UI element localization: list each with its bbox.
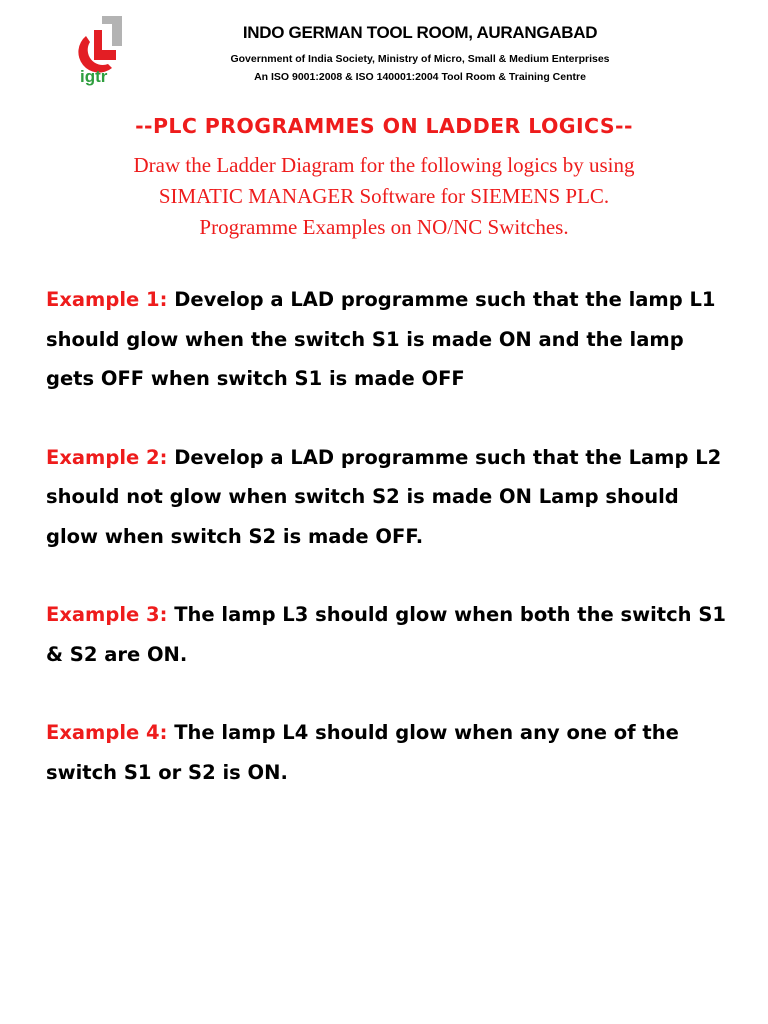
example-1 [46, 280, 736, 399]
instruction-line: SIMATIC MANAGER Software for SIEMENS PLC. [158, 184, 610, 208]
instruction-line: Programme Examples on NO/NC Switches. [199, 215, 569, 239]
logo-text: igtr [80, 67, 108, 86]
example-3 [46, 595, 736, 674]
example-label: Example 2: [46, 445, 168, 469]
example-label: Example 1: [46, 288, 168, 311]
example-label: Example 3: [46, 603, 168, 626]
examples-list [46, 280, 736, 831]
document-title: --PLC PROGRAMMES ON LADDER LOGICS-- [135, 114, 633, 138]
example-text: Develop a LAD programme such that the lamp L1 should glow when the switch S1 is made ON and the lamp gets OFF when switch S1 is made OFF [46, 288, 716, 390]
instructions [0, 150, 768, 243]
organization-subtitle-1: Government of India Society, Ministry of Micro, Small & Medium Enterprises [230, 53, 610, 65]
example-text: The lamp L3 should glow when both the switch S1 & S2 are ON. [46, 603, 726, 666]
example-4 [46, 713, 736, 792]
example-label: Example 4: [46, 721, 168, 744]
igtr-logo [72, 16, 130, 86]
example-text: The lamp L4 should glow when any one of the switch S1 or S2 is ON. [46, 721, 679, 784]
example-text: Develop a LAD programme such that the Lamp L2 should not glow when switch S2 is made ON Lamp should glow when switch S2 is made OFF. [46, 445, 722, 548]
letterhead [150, 22, 690, 86]
organization-subtitle-2: An ISO 9001:2008 & ISO 140001:2004 Tool Room & Training Centre [254, 71, 586, 83]
instruction-line: Draw the Ladder Diagram for the following logics by using [133, 153, 635, 177]
example-2 [46, 438, 736, 557]
organization-name: INDO GERMAN TOOL ROOM, AURANGABAD [242, 23, 598, 42]
